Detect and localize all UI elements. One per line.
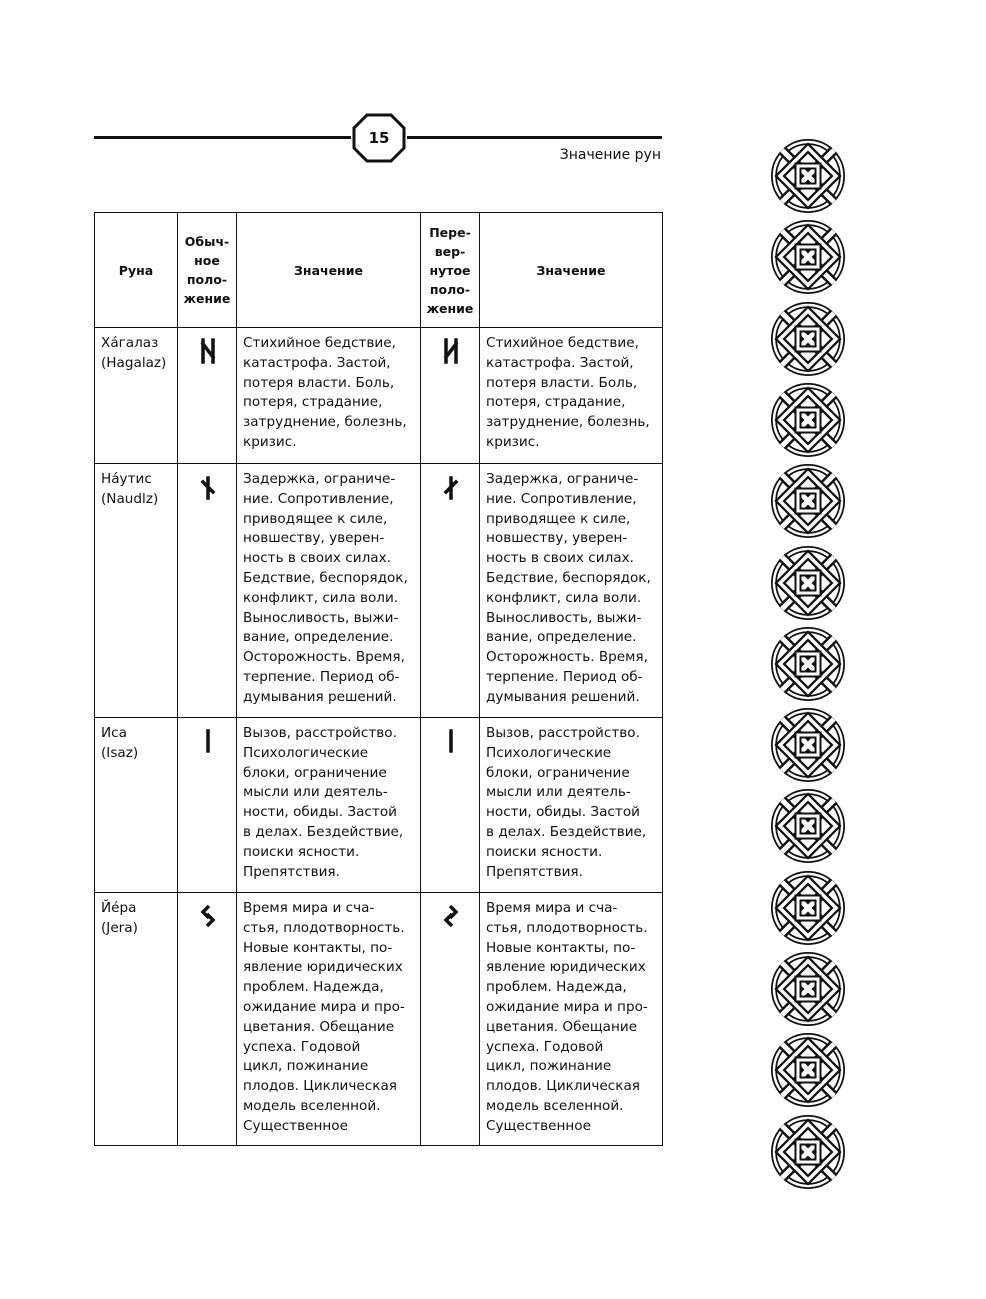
reversed-meaning: Задержка, ограниче- ние. Сопротивление, приводящее к силе, новшеству, уверен- ность в своих силах. Бедствие, беспорядок, конфликт, сила воли. Выносливость, выжи- вание, определение. Осторожность. Время, терпение. Период об- думывания решений.	[480, 464, 663, 718]
page-number: 15	[368, 129, 390, 147]
celtic-knot-icon	[768, 624, 848, 704]
rune-meaning-table	[94, 212, 663, 1146]
reversed-rune-cell	[421, 718, 480, 893]
normal-rune-cell	[178, 893, 237, 1146]
hagalaz-reversed-rune-icon	[443, 338, 459, 364]
page-number-badge	[351, 112, 407, 164]
normal-rune-cell	[178, 718, 237, 893]
celtic-knot-icon	[768, 949, 848, 1029]
header-normal-position: Обыч- ное поло- жение	[178, 213, 237, 328]
table-row	[95, 718, 663, 893]
celtic-knot-icon	[768, 1112, 848, 1192]
celtic-knot-icon	[768, 868, 848, 948]
table-row	[95, 893, 663, 1146]
header-reversed-meaning: Значение	[480, 213, 663, 328]
rune-name: Йéра (Jera)	[95, 893, 178, 1146]
reversed-meaning: Время мира и сча- стья, плодотворность. Новые контакты, по- явление юридических проблем. Надежда, ожидание мира и про- цветания. Обещание успеха. Годовой цикл, пожинание плодов. Циклическая модель вселенной. Существенное	[480, 893, 663, 1146]
header-reversed-position: Пере- вер- нутое поло- жение	[421, 213, 480, 328]
celtic-knot-icon	[768, 380, 848, 460]
rune-name: Нáутис (Naudlz)	[95, 464, 178, 718]
celtic-knot-icon	[768, 1030, 848, 1110]
table-header-row	[95, 213, 663, 328]
reversed-meaning: Вызов, расстройство. Психологические блоки, ограничение мысли или деятель- ности, обиды. Застой в делах. Бездействие, поиски ясности. Препятствия.	[480, 718, 663, 893]
celtic-knot-icon	[768, 705, 848, 785]
normal-rune-cell	[178, 464, 237, 718]
table-row	[95, 328, 663, 464]
rune-name: Хáгалаз (Hagalaz)	[95, 328, 178, 464]
jera-rune-icon	[199, 903, 217, 929]
celtic-knot-icon	[768, 543, 848, 623]
running-head: Значение рун	[559, 147, 661, 163]
header-meaning: Значение	[237, 213, 421, 328]
normal-rune-cell	[178, 328, 237, 464]
hagalaz-rune-icon	[200, 338, 216, 364]
reversed-meaning: Стихийное бедствие, катастрофа. Застой, потеря власти. Боль, потеря, страдание, затруднение, болезнь, кризис.	[480, 328, 663, 464]
header-rune: Руна	[95, 213, 178, 328]
celtic-knot-icon	[768, 217, 848, 297]
reversed-rune-cell	[421, 464, 480, 718]
reversed-rune-cell	[421, 328, 480, 464]
reversed-rune-cell	[421, 893, 480, 1146]
table-row	[95, 464, 663, 718]
celtic-knot-icon	[768, 136, 848, 216]
jera-reversed-rune-icon	[442, 903, 460, 929]
rune-name: Иса (Isaz)	[95, 718, 178, 893]
celtic-knot-icon	[768, 786, 848, 866]
isaz-rune-icon	[200, 728, 216, 754]
naudiz-reversed-rune-icon	[443, 474, 459, 500]
isaz-reversed-rune-icon	[443, 728, 459, 754]
naudiz-rune-icon	[200, 474, 216, 500]
normal-meaning: Стихийное бедствие, катастрофа. Застой, потеря власти. Боль, потеря, страдание, затруднение, болезнь, кризис.	[237, 328, 421, 464]
normal-meaning: Задержка, ограниче- ние. Сопротивление, приводящее к силе, новшеству, уверен- ность в своих силах. Бедствие, беспорядок, конфликт, сила воли. Выносливость, выжи- вание, определение. Осторожность. Время, терпение. Период об- думывания решений.	[237, 464, 421, 718]
normal-meaning: Время мира и сча- стья, плодотворность. Новые контакты, по- явление юридических проблем. Надежда, ожидание мира и про- цветания. Обещание успеха. Годовой цикл, пожинание плодов. Циклическая модель вселенной. Существенное	[237, 893, 421, 1146]
celtic-knot-icon	[768, 461, 848, 541]
celtic-knot-icon	[768, 299, 848, 379]
normal-meaning: Вызов, расстройство. Психологические блоки, ограничение мысли или деятель- ности, обиды. Застой в делах. Бездействие, поиски ясности. Препятствия.	[237, 718, 421, 893]
